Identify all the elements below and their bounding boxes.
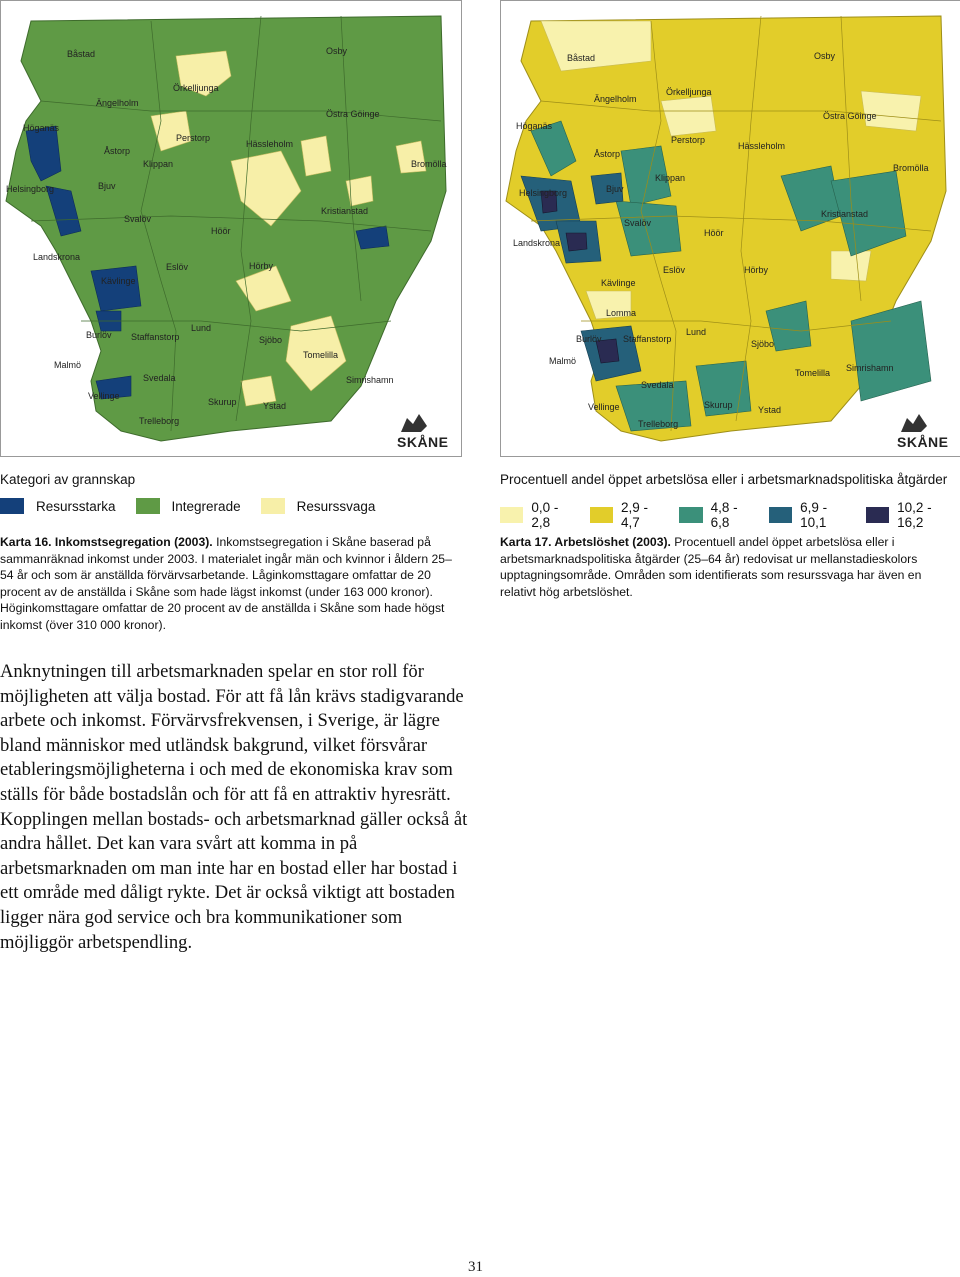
place-label: Åstorp: [594, 149, 621, 159]
place-label: Perstorp: [671, 135, 706, 145]
place-label: Båstad: [67, 49, 96, 59]
legend-item-resurssvaga: [261, 498, 376, 514]
legend-label: 4,8 - 6,8: [710, 500, 738, 530]
place-label: Höganäs: [23, 123, 60, 133]
legend-label: Integrerade: [171, 498, 241, 514]
place-label: Ystad: [758, 405, 782, 415]
griffin-icon: [397, 412, 431, 434]
place-label: Östra Göinge: [326, 109, 380, 119]
place-label: Burlöv: [576, 334, 602, 344]
map-graphic: [501, 1, 960, 456]
place-label: Ängelholm: [594, 94, 637, 104]
place-label: Helsingborg: [6, 184, 55, 194]
griffin-icon: [897, 412, 931, 434]
legend-swatch: [866, 507, 889, 523]
place-label: Bromölla: [411, 159, 447, 169]
legend-swatch: [769, 507, 792, 523]
place-label: Lomma: [606, 308, 637, 318]
place-label: Staffanstorp: [623, 334, 672, 344]
place-label: Kävlinge: [101, 276, 136, 286]
caption-heading: Karta 17. Arbetslöshet (2003).: [500, 535, 671, 549]
legend-label: Resurssvaga: [296, 498, 376, 514]
place-label: Höganäs: [516, 121, 553, 131]
place-label: Staffanstorp: [131, 332, 180, 342]
place-label: Trelleborg: [139, 416, 180, 426]
place-label: Svedala: [143, 373, 176, 383]
place-label: Landskrona: [513, 238, 561, 248]
place-label: Osby: [814, 51, 836, 61]
place-label: Skurup: [704, 400, 733, 410]
region-skane-logo: [897, 412, 947, 450]
legend-left: [0, 498, 395, 514]
patch-perstorp: [661, 96, 716, 136]
place-label: Trelleborg: [638, 419, 679, 429]
caption-text: Inkomstsegregation i Skåne baserad på sammanräknad inkomst under 2003. I materialet ingår män och kvinnor i åldern 25–54 år och som är anställda förvärvsarbetande. Låginkomsttagare omfattar de 20 procent av de anställda i Skåne som hade lägst inkomst (under 163 000 kronor). Höginkomsttagare omfattar de 20 procent av de anställda i Skåne som hade högst inkomst (över 310 000 kronor).: [0, 535, 452, 632]
place-label: Bjuv: [606, 184, 624, 194]
place-label: Örkelljunga: [666, 87, 712, 97]
legend-title: Kategori av grannskap: [0, 472, 136, 487]
legend-label: 10,2 - 16,2: [897, 500, 932, 530]
legend-label: 0,0 - 2,8: [531, 500, 559, 530]
legend-item-range-3: [679, 500, 759, 530]
legend-item-range-1: [500, 500, 580, 530]
page-number: 31: [468, 1259, 483, 1275]
legend-item-range-4: [769, 500, 856, 530]
map-graphic: [1, 1, 461, 456]
place-label: Båstad: [567, 53, 596, 63]
place-label: Hässleholm: [246, 139, 294, 149]
place-label: Svalöv: [124, 214, 152, 224]
place-label: Hörby: [249, 261, 274, 271]
place-label: Hörby: [744, 265, 769, 275]
place-label: Tomelilla: [795, 368, 831, 378]
place-label: Östra Göinge: [823, 111, 877, 121]
place-label: Lund: [686, 327, 707, 337]
place-label: Ängelholm: [96, 98, 139, 108]
place-label: Klippan: [143, 159, 174, 169]
place-label: Eslöv: [663, 265, 686, 275]
place-label: Malmö: [54, 360, 82, 370]
place-label: Simrishamn: [846, 363, 894, 373]
legend-title: Procentuell andel öppet arbetslösa eller i arbetsmarknadspolitiska åtgärder: [500, 472, 948, 487]
place-label: Åstorp: [104, 146, 131, 156]
place-label: Malmö: [549, 356, 577, 366]
legend-right: [500, 500, 960, 530]
place-label: Svedala: [641, 380, 674, 390]
legend-item-integrerade: [136, 498, 241, 514]
caption-text: Procentuell andel öppet arbetslösa eller i arbetsmarknadspolitiska åtgärder (25–64 år) redovisat ur mellanstadieskolors upptagningsområde. Områden som identifierats som resurssvaga har även en relativt hög arbetslöshet.: [500, 535, 922, 599]
place-label: Osby: [326, 46, 348, 56]
patch-landskrona-high: [566, 233, 587, 251]
place-label: Eslöv: [166, 262, 189, 272]
logo-wordmark: SKÅNE: [897, 434, 949, 450]
place-label: Höör: [704, 228, 724, 238]
body-paragraph: Anknytningen till arbetsmarknaden spelar en stor roll för möjligheten att välja bostad. För att få lån krävs stadigvarande arbete och inkomst. Förvärvsfrekvensen, i Sverige, är lägre bland människor med utländsk bakgrund, vilket försvårar etableringsmöjligheterna i och med de ekonomiska krav som ställs för både bostadslån och för att få en attraktiv hyresrätt. Kopplingen mellan bostads- och arbetsmarknad gäller också åt andra hållet. Det kan vara svårt att komma in på arbetsmarknaden om man inte har en bostad eller har bostad i ett område med dåligt rykte. Det är också viktigt att bostaden ligger nära god service och bra kommunikationer som möjliggör arbetspendling.: [0, 661, 468, 953]
place-label: Simrishamn: [346, 375, 394, 385]
place-label: Sjöbo: [259, 335, 283, 345]
unemployment-map: [500, 0, 960, 457]
caption-heading: Karta 16. Inkomstsegregation (2003).: [0, 535, 213, 549]
legend-item-range-2: [590, 500, 670, 530]
logo-wordmark: SKÅNE: [397, 434, 449, 450]
legend-swatch: [590, 507, 613, 523]
place-label: Landskrona: [33, 252, 81, 262]
place-label: Vellinge: [588, 402, 620, 412]
place-label: Örkelljunga: [173, 83, 219, 93]
place-label: Bromölla: [893, 163, 929, 173]
legend-swatch: [261, 498, 285, 514]
legend-label: 6,9 - 10,1: [800, 500, 828, 530]
place-label: Skurup: [208, 397, 237, 407]
caption-karta-16: [0, 534, 455, 634]
place-label: Bjuv: [98, 181, 116, 191]
place-label: Lund: [191, 323, 212, 333]
legend-swatch: [679, 507, 702, 523]
patch-ostra-goinge: [301, 136, 331, 176]
place-label: Kristianstad: [321, 206, 369, 216]
place-label: Kävlinge: [601, 278, 636, 288]
legend-label: 2,9 - 4,7: [620, 500, 648, 530]
legend-item-range-5: [866, 500, 960, 530]
place-label: Klippan: [655, 173, 686, 183]
place-label: Höör: [211, 226, 231, 236]
place-label: Ystad: [263, 401, 287, 411]
place-label: Sjöbo: [751, 339, 775, 349]
legend-swatch: [136, 498, 160, 514]
caption-karta-17: [500, 534, 955, 600]
place-label: Perstorp: [176, 133, 211, 143]
place-label: Svalöv: [624, 218, 652, 228]
place-label: Burlöv: [86, 330, 112, 340]
legend-label: Resursstarka: [36, 498, 116, 514]
place-label: Vellinge: [88, 391, 120, 401]
place-label: Kristianstad: [821, 209, 869, 219]
place-label: Tomelilla: [303, 350, 339, 360]
place-label: Hässleholm: [738, 141, 786, 151]
place-label: Helsingborg: [519, 188, 568, 198]
legend-swatch: [500, 507, 523, 523]
region-skane-logo: [397, 412, 447, 450]
income-segregation-map: [0, 0, 462, 457]
legend-swatch: [0, 498, 24, 514]
legend-item-resursstarka: [0, 498, 116, 514]
